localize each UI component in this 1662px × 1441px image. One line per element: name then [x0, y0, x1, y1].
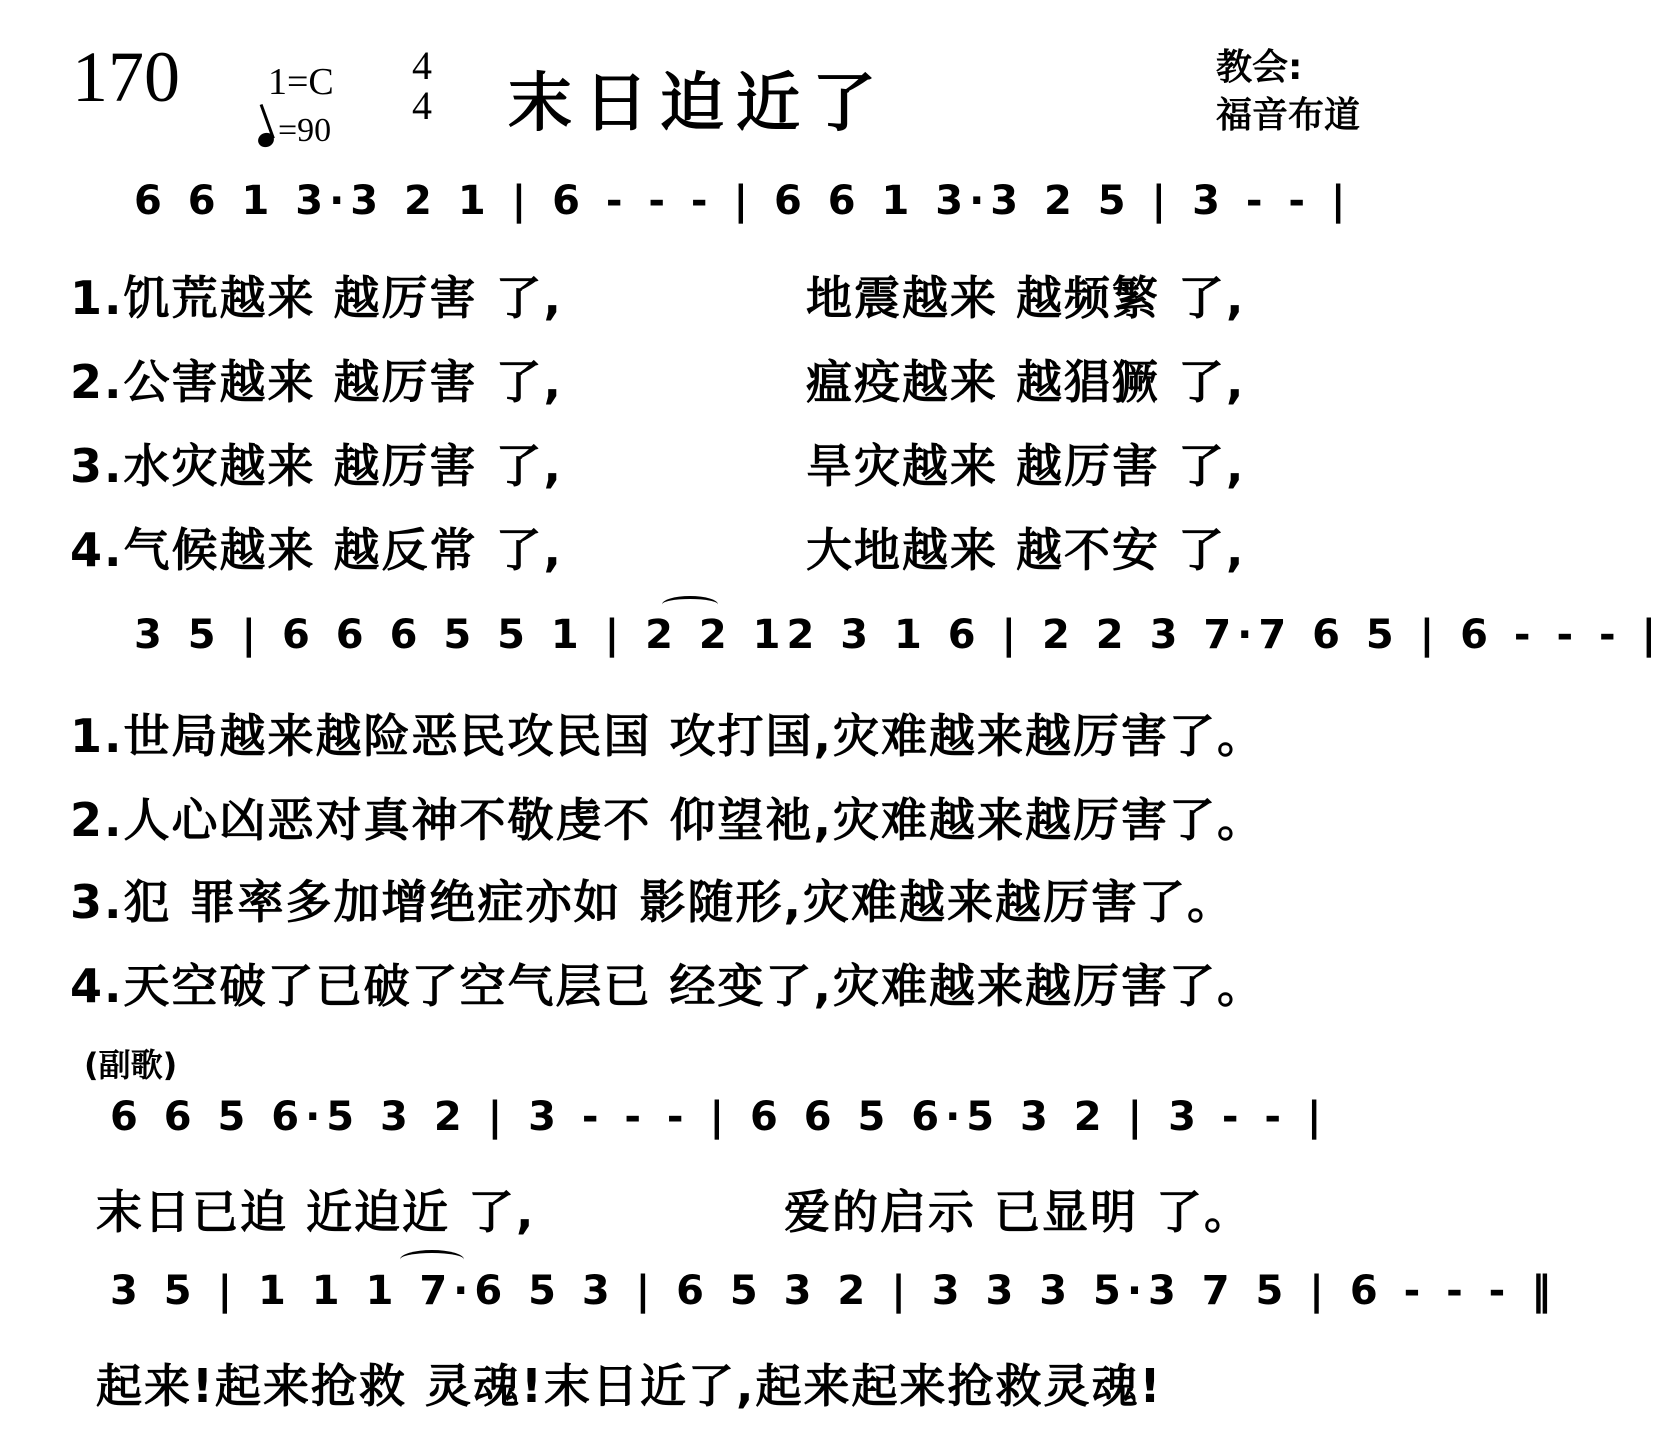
time-signature-top: 4	[412, 43, 432, 88]
verse2-line1-a: 2.公害越来 越厉害 了,	[70, 355, 563, 409]
verse3-line2: 3.犯 罪率多加增绝症亦如 影随形,灾难越来越厉害了。	[70, 875, 1235, 929]
chorus-notation-1: 6 6 5 6·5 3 2 | 3 - - - | 6 6 5 6·5 3 2 | 3 - - |	[110, 1094, 1328, 1140]
tempo-marking	[258, 112, 331, 150]
church-credit-line2: 福音布道	[1216, 95, 1361, 136]
hymn-number: 170	[72, 37, 180, 117]
verse1-line1-b: 地震越来 越频繁 了,	[806, 271, 1246, 325]
verse4-line2: 4.天空破了已破了空气层已 经变了,灾难越来越厉害了。	[70, 959, 1265, 1013]
slur-mark	[400, 1250, 464, 1269]
verse3-line1-a: 3.水灾越来 越厉害 了,	[70, 439, 563, 493]
chorus-notation-2: 3 5 | 1 1 1 7·6 5 3 | 6 5 3 2 | 3 3 3 5·3 7 5 | 6 - - - ‖	[110, 1268, 1558, 1314]
verse4-line1-b: 大地越来 越不安 了,	[806, 523, 1246, 577]
verse4-line1-a: 4.气候越来 越反常 了,	[70, 523, 563, 577]
church-credit	[1216, 44, 1360, 140]
chorus-label: (副歌)	[84, 1046, 178, 1084]
verse3-line1-b: 旱灾越来 越厉害 了,	[806, 439, 1246, 493]
chorus-lyric-2: 起来!起来抢救 灵魂!末日近了,起来起来抢救灵魂!	[96, 1359, 1163, 1413]
slur-mark	[662, 596, 718, 613]
verse2-line1-b: 瘟疫越来 越猖獗 了,	[806, 355, 1246, 409]
verse2-line2: 2.人心凶恶对真神不敬虔不 仰望祂,灾难越来越厉害了。	[70, 793, 1265, 847]
church-credit-line1: 教会:	[1216, 47, 1303, 88]
time-signature-bottom: 4	[412, 83, 432, 128]
time-signature	[412, 43, 432, 128]
chorus-lyric-1a: 末日已迫 近迫近 了,	[96, 1185, 536, 1239]
verse1-line1-a: 1.饥荒越来 越厉害 了,	[70, 271, 563, 325]
key-signature: 1=C	[268, 61, 334, 103]
quarter-note-icon	[256, 131, 276, 150]
tempo-value: =90	[278, 112, 332, 149]
chorus-lyric-1b: 爱的启示 已显明 了。	[784, 1185, 1253, 1239]
notation-line-2: 3 5 | 6 6 6 5 5 1 | 2 2 12 3 1 6 | 2 2 3 7·7 6 5 | 6 - - - |	[134, 612, 1662, 658]
verse1-line2: 1.世局越来越险恶民攻民国 攻打国,灾难越来越厉害了。	[70, 709, 1265, 763]
notation-line-1: 6 6 1 3·3 2 1 | 6 - - - | 6 6 1 3·3 2 5 | 3 - - |	[134, 178, 1352, 224]
hymn-title: 末日迫近了	[508, 67, 888, 141]
